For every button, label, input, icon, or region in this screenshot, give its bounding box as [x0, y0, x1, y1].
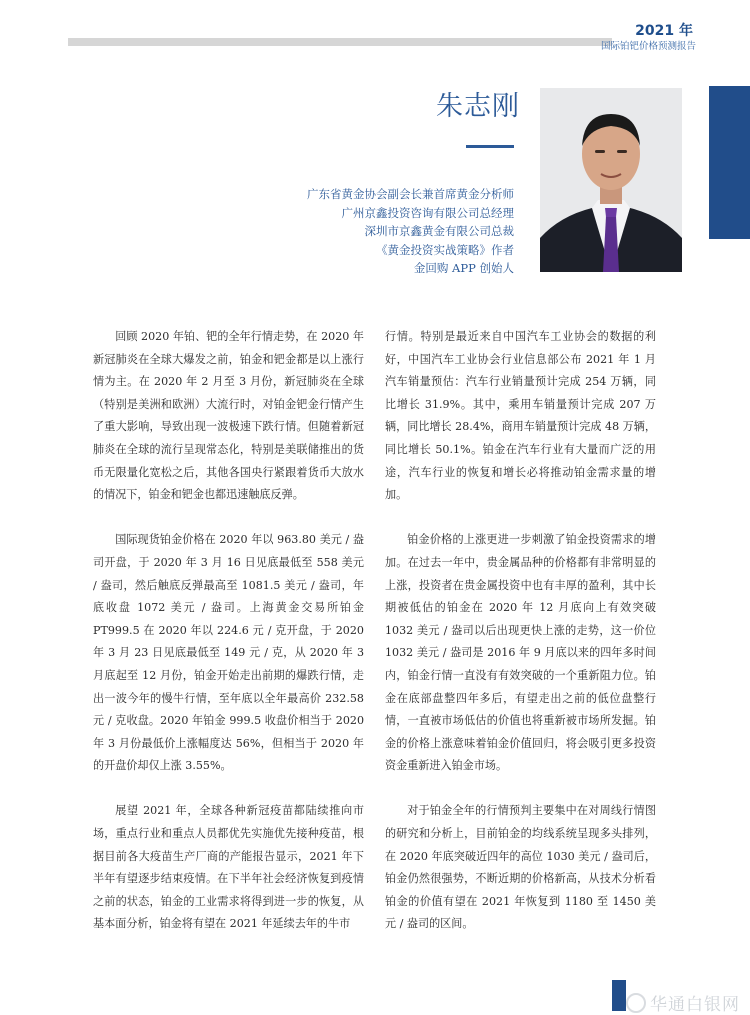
watermark-logo-icon [626, 993, 646, 1013]
author-title: 广东省黄金协会副会长兼首席黄金分析师 [307, 187, 514, 201]
author-photo [540, 88, 682, 272]
paragraph: 铂金价格的上涨更进一步刺激了铂金投资需求的增加。在过去一年中，贵金属品种的价格都有非常明显的上涨，投资者在贵金属投资中也有丰厚的盈利，其中长期被低估的铂金在 2020 年 12 月底向上有效突破 1032 美元 / 盎司以后出现更快上涨的走势，这一价位 1032 美元 / 盎司是 2016 年 9 月底以来的四年多时间内，铂金行情一直没有有效突破的一个重新阻力位。铂金在底部盘整四年多后，有望走出之前的低位盘整行情，一直被市场低估的价值也将重新被市场所发掘。铂金的价格上涨意味着铂金价值回归，将会吸引更多投资资金重新进入铂金市场。 [385, 533, 656, 773]
name-underline [466, 145, 514, 148]
watermark-text: 华通白银网 [650, 995, 740, 1015]
watermark [626, 990, 740, 1015]
author-titles [240, 185, 514, 278]
header-bar [68, 38, 612, 46]
author-title: 《黄金投资实战策略》作者 [376, 242, 514, 257]
paragraph: 展望 2021 年，全球各种新冠疫苗都陆续推向市场，重点行业和重点人员都优先实施优先接种疫苗，根据目前各大疫苗生产厂商的产能报告显示，2021 年下半年有望逐步结束疫情。在下半年社会经济恢复到疫情之前的状态，铂金的工业需求将得到进一步的恢复，从基本面分析，铂金将有望在 2021 年延续去年的牛市 [93, 804, 364, 931]
paragraph: 行情。特别是最近来自中国汽车工业协会的数据的利好，中国汽车工业协会行业信息部公布 2021 年 1 月汽车销量预估：汽车行业销量预计完成 254 万辆，同比增长 31.9%。其中，乘用车销量预计完成 207 万辆，同比增长 28.4%，商用车销量预计完成 48 万辆，同比增长 50.1%。铂金在汽车行业有大量而广泛的用途，汽车行业的恢复和增长必将推动铂金需求量的增加。 [385, 330, 656, 502]
header-year: 2021 年 [635, 23, 693, 39]
author-title: 深圳市京鑫黄金有限公司总裁 [364, 224, 514, 238]
paragraph: 回顾 2020 年铂、钯的全年行情走势，在 2020 年新冠肺炎在全球大爆发之前，铂金和钯金都是以上涨行情为主。在 2020 年 2 月至 3 月份，新冠肺炎在全球（特别是美洲和欧洲）大流行时，对铂金钯金行情产生了重大影响，导致出现一波极速下跌行情。但随着新冠肺炎在全球的流行呈现常态化，特别是美联储推出的货币无限量化宽松之后，其他各国央行紧跟着货币大放水的情况下，铂金和钯金也都迅速触底反弹。 [93, 330, 364, 502]
side-tab [709, 86, 750, 239]
article-column-right [385, 326, 656, 936]
paragraph: 国际现货铂金价格在 2020 年以 963.80 美元 / 盎司开盘，于 2020 年 3 月 16 日见底最低至 558 美元 / 盎司，然后触底反弹最高至 1081.5 美元 / 盎司，年底收盘 1072 美元 / 盎司。上海黄金交易所铂金 PT999.5 在 2020 年以 224.6 元 / 克开盘，于 2020 年 3 月 23 日见底最低至 149 元 / 克，从 2020 年 3 月底起至 12 月份，铂金开始走出前期的爆跌行情，走出一波今年的慢牛行情，至年底以全年最高价 232.58 元 / 克收盘。2020 年铂金 999.5 收盘价相当于 2020 年 3 月份最低价上涨幅度达 56%，但相当于 2020 年的开盘价却仅上涨 3.55%。 [93, 533, 364, 773]
author-title: 金回购 APP 创始人 [413, 261, 514, 275]
author-name: 朱志刚 [436, 91, 520, 122]
header-subtitle: 国际铂钯价格预测报告 [600, 41, 696, 52]
article-column-left [93, 326, 364, 936]
page-number-tab [612, 980, 626, 1011]
author-title: 广州京鑫投资咨询有限公司总经理 [341, 205, 514, 220]
paragraph: 对于铂金全年的行情预判主要集中在对周线行情图的研究和分析上，目前铂金的均线系统呈现多头排列，在 2020 年底突破近四年的高位 1030 美元 / 盎司后，铂金仍然很强势，不断近期的价格新高，从技术分析看铂金的价值有望在 2021 年恢复到 1180 至 1450 美元 / 盎司的区间。 [385, 804, 656, 931]
